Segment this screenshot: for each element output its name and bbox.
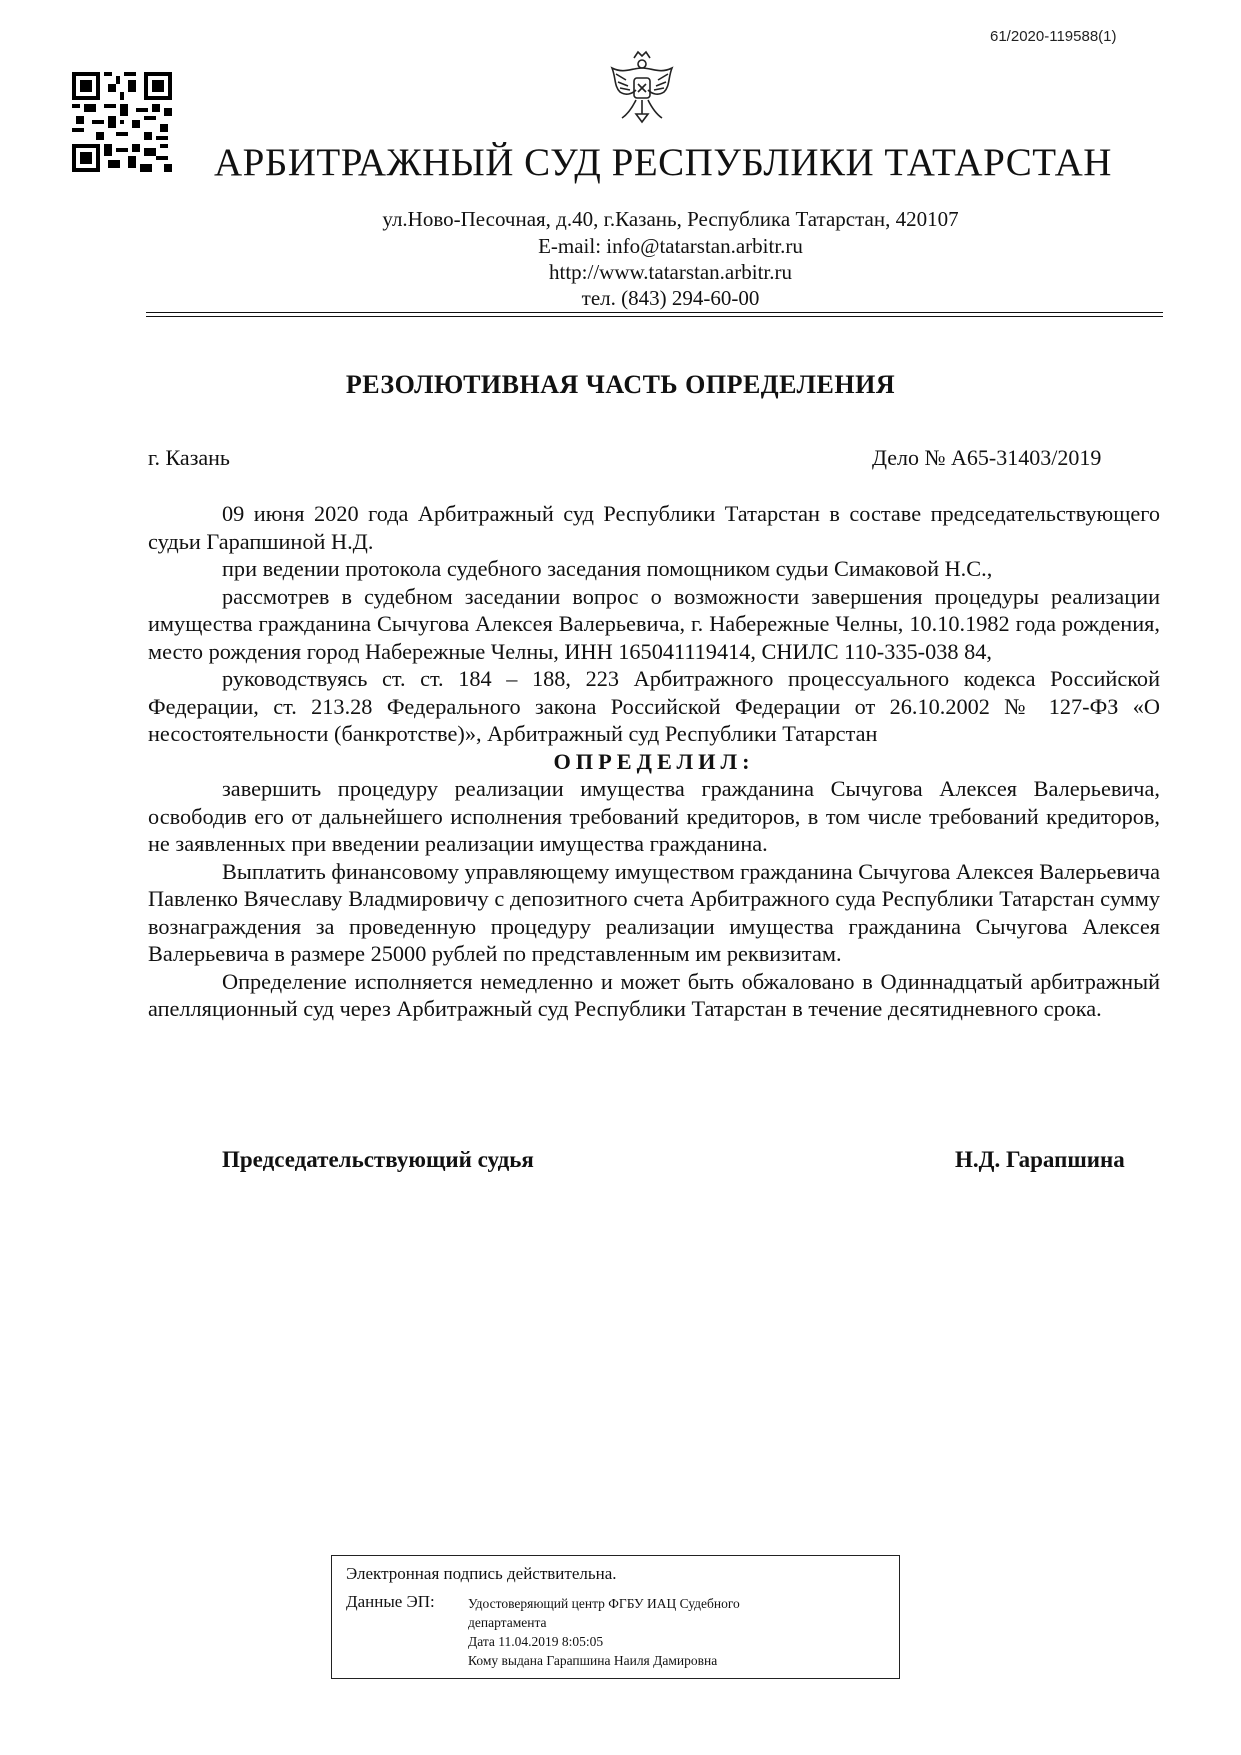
header-divider	[146, 312, 1163, 313]
signature-issuer-cont: департамента	[468, 1615, 547, 1630]
court-email: E-mail: info@tatarstan.arbitr.ru	[538, 234, 803, 258]
paragraph-payment: Выплатить финансовому управляющему имуществом гражданина Сычугова Алексея Валерьевича Павленко Вячеславу Владмировичу с депозитного счета Арбитражного суда Республики Татарстан сумму вознаграждения за проведенную процедуру реализации имущества гражданина Сычугова Алексея Валерьевича в размере 25000 рублей по представленным им реквизитам.	[148, 858, 1160, 966]
paragraph-protocol: при ведении протокола судебного заседания помощником судьи Симаковой Н.С.,	[222, 556, 993, 581]
court-name: АРБИТРАЖНЫЙ СУД РЕСПУБЛИКИ ТАТАРСТАН	[214, 141, 1112, 184]
document-number: 61/2020-119588(1)	[990, 28, 1117, 45]
paragraph-appeal: Определение исполняется немедленно и может быть обжаловано в Одиннадцатый арбитражный апелляционный суд через Арбитражный суд Республики Татарстан в течение десятидневного срока.	[148, 968, 1160, 1021]
document-title: РЕЗОЛЮТИВНАЯ ЧАСТЬ ОПРЕДЕЛЕНИЯ	[345, 370, 896, 399]
decided-heading: ОПРЕДЕЛИЛ:	[553, 748, 755, 774]
court-address: ул.Ново-Песочная, д.40, г.Казань, Республика Татарстан, 420107	[382, 207, 959, 231]
signature-details	[468, 1594, 740, 1670]
coat-of-arms-emblem	[606, 48, 678, 128]
signature-valid-text: Электронная подпись действительна.	[346, 1564, 617, 1583]
presiding-judge-title: Председательствующий судья	[222, 1147, 534, 1172]
document-body	[148, 500, 1160, 1023]
signature-data-label: Данные ЭП:	[346, 1592, 435, 1611]
header-divider-thin	[146, 316, 1163, 317]
paragraph-complete-procedure: завершить процедуру реализации имущества гражданина Сычугова Алексея Валерьевича, освободив его от дальнейшего исполнения требований кредиторов, в том числе требований кредиторов, не заявленных при введении реализации имущества гражданина.	[148, 776, 1160, 856]
court-website: http://www.tatarstan.arbitr.ru	[549, 260, 792, 284]
electronic-signature-box	[331, 1555, 900, 1679]
paragraph-considered: рассмотрев в судебном заседании вопрос о возможности завершения процедуры реализации имущества гражданина Сычугова Алексея Валерьевича, г. Набережные Челны, 10.10.1982 года рождения, место рождения город Набережные Челны, ИНН 165041119414, СНИЛС 110-335-038 84,	[148, 583, 1160, 664]
paragraph-guided-by: руководствуясь ст. ст. 184 – 188, 223 Арбитражного процессуального кодекса Российской Федерации, ст. 213.28 Федерального закона Российской Федерации от 26.10.2002 № 127-ФЗ «О несостоятельности (банкротстве)», Арбитражный суд Республики Татарстан	[148, 666, 1160, 746]
paragraph-court-composition: 09 июня 2020 года Арбитражный суд Республики Татарстан в составе председательствующего судьи Гарапшиной Н.Д.	[148, 501, 1160, 554]
case-number: Дело № А65-31403/2019	[872, 445, 1102, 470]
signature-issuer: Удостоверяющий центр ФГБУ ИАЦ Судебного	[468, 1596, 740, 1611]
signature-date: Дата 11.04.2019 8:05:05	[468, 1634, 604, 1649]
city: г. Казань	[148, 445, 230, 470]
presiding-judge-name: Н.Д. Гарапшина	[955, 1147, 1125, 1172]
court-phone: тел. (843) 294-60-00	[581, 286, 760, 310]
signature-owner: Кому выдана Гарапшина Наиля Дамировна	[468, 1653, 718, 1668]
